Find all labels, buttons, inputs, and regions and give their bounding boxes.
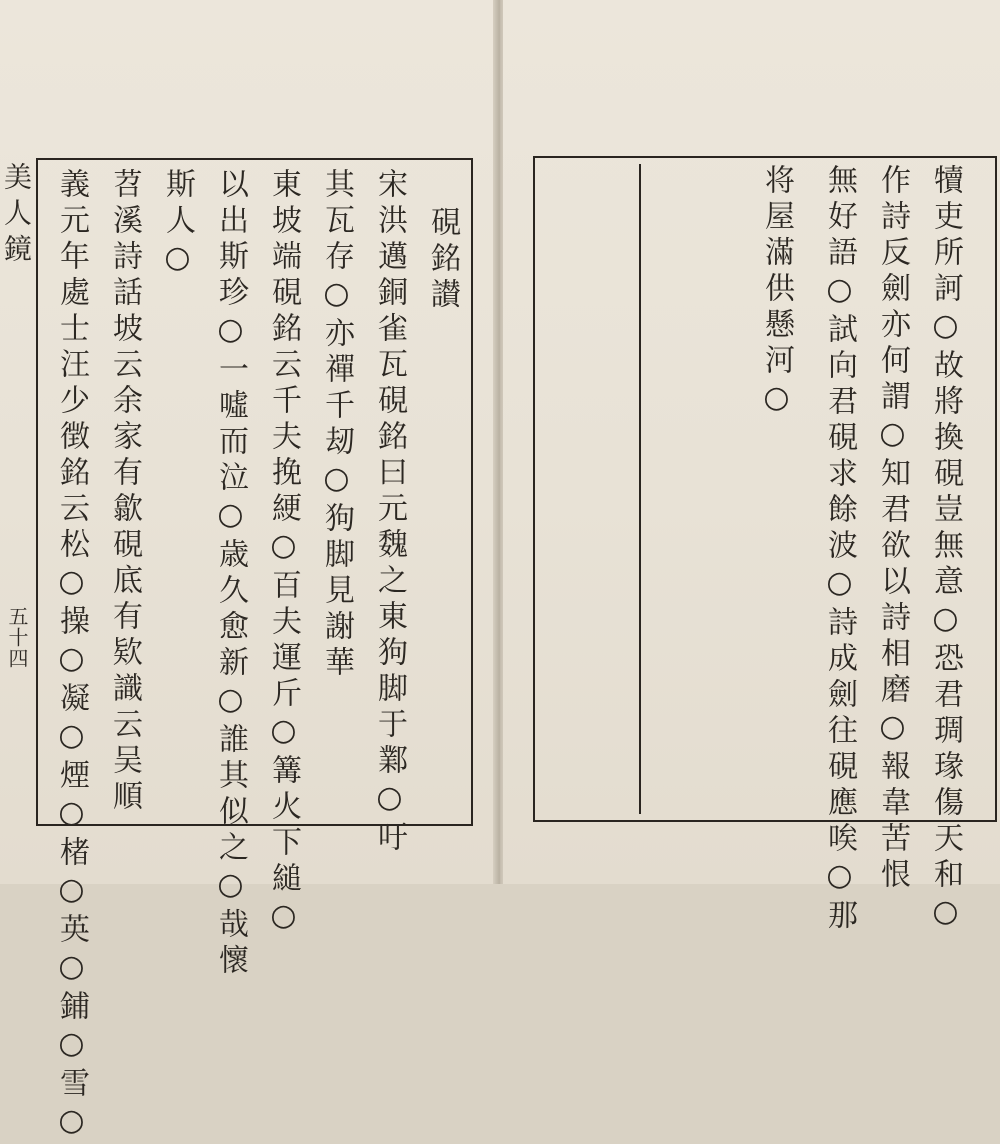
page-number: 五十四 — [5, 606, 29, 669]
text-column-8: 義元年處士汪少徴銘云松○操○凝○煙○楮○英○鋪○雪○ — [54, 168, 89, 1144]
text-column-r4: 将屋滿供懸河○ — [759, 164, 794, 421]
book-title: 美人鏡 — [0, 162, 33, 270]
text-column-1: 硯銘讃 — [425, 206, 460, 314]
text-column-r3: 無好語○試向君硯求餘波○詩成劍往硯應唉○那 — [822, 164, 857, 935]
text-column-7: 苕溪詩話坡云余家有歙硯底有欵識云吴順 — [107, 168, 142, 816]
text-column-2: 宋洪邁銅雀瓦硯銘曰元魏之東狗脚于鄴○吁 — [372, 168, 407, 857]
left-page — [0, 0, 497, 1144]
text-column-5: 以出斯珍○一噓而泣○歳久愈新○誰其似之○哉懷 — [213, 168, 248, 980]
column-divider — [639, 164, 641, 814]
text-column-r2: 作詩反劍亦何謂○知君欲以詩相磨○報韋苦恨 — [875, 164, 910, 894]
text-column-6: 斯人○ — [160, 168, 195, 281]
text-column-r1: 犢吏所訶○故將換硯豈無意○恐君琱瑑傷天和○ — [928, 164, 963, 935]
text-column-3: 其瓦存○亦禪千刼○狗脚見謝華 — [319, 168, 354, 682]
text-column-4: 東坡端硯銘云千夫挽綆○百夫運斤○篝火下縋○ — [266, 168, 301, 939]
right-page — [503, 0, 1000, 935]
